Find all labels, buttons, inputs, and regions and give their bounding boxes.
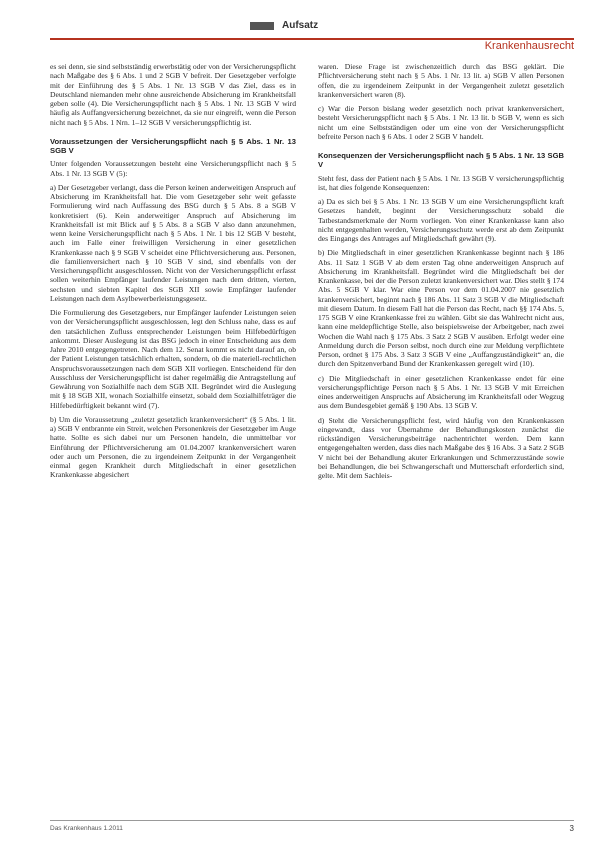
paragraph: Die Formulierung des Gesetzgebers, nur Empfänger laufender Leistungen seien von der Versicherungspflicht ausgeschlossen, legt den Schluss nahe, dass es auf den tatsächlichen Zufluss entsprechender Leistungen beim Hilfebedürftigen ankommt. Dieser Auslegung ist das BSG jedoch in einer Entscheidung aus dem Jahre 2010 entgegengetreten. Nach dem 12. Senat kommt es nicht darauf an, ob der Patient Leistungen tatsächlich erhalten, sondern, ob die materiell-rechtlichen Anspruchsvoraussetzungen nach dem SGB XII vorliegen. Entscheidend für den Ausschluss der Versicherungspflicht ist daher regelmäßig die Antragstellung auf Gewährung von Sozialhilfe nach dem SGB XII. Begründet wird die Auslegung mit § 18 SGB XII, wonach Sozialhilfe einsetzt, sobald dem Sozialhilfeträger die Hilfebedürftigkeit bekannt wird (7). <box>50 308 296 410</box>
left-column <box>50 62 296 485</box>
journal-name: Das Krankenhaus 1.2011 <box>50 825 123 832</box>
paragraph: d) Steht die Versicherungspflicht fest, wird häufig von den Krankenkassen eingewandt, dass vor Übernahme der Behandlungskosten zunächst die rückständigen Versicherungsbeiträge nachentrichtet werden. Dem kann entgegengehalten werden, dass dies nach Maßgabe des § 16 Abs. 3 a Satz 2 SGB V nicht bei der Behandlung akuter Erkrankungen und Schmerzzustände sowie bei Behandlungen, die bei Schwangerschaft und Mutterschaft erforderlich sind, gelte. Mit dem Sachleis- <box>318 415 564 480</box>
paragraph: Unter folgenden Voraussetzungen besteht eine Versicherungspflicht nach § 5 Abs. 1 Nr. 13 SGB V (5): <box>50 159 296 178</box>
paragraph: a) Da es sich bei § 5 Abs. 1 Nr. 13 SGB V um eine Versicherungspflicht kraft Gesetzes handelt, beginnt der Versicherungsschutz sobald die Tatbestandsmerkmale der Norm vorliegen. Von einer Krankenkasse kann also nicht entgegenhalten werden, Versicherungsschutz werde erst ab dem Zeitpunkt des Eingangs des Antrages auf Mitgliedschaft gewährt (9). <box>318 197 564 243</box>
paragraph: c) Die Mitgliedschaft in einer gesetzlichen Krankenkasse endet für eine versicherungspflichtige Person nach § 5 Abs. 1 Nr. 13 SGB V mit Erreichen eines anderweitigen Anspruchs auf Absicherung im Krankheitsfall oder Wegzug aus dem Bundesgebiet gemäß § 190 Abs. 13 SGB V. <box>318 373 564 411</box>
paragraph: es sei denn, sie sind selbstständig erwerbstätig oder von der Versicherungspflicht nach Maßgabe des § 6 Abs. 1 und 2 SGB V befreit. Der Gesetzgeber verfolgte mit der Einführung des § 5 Abs. 1 Nr. 13 SGB V das Ziel, dass es in Deutschland niemanden mehr ohne ausreichende Absicherung im Krankheitsfall geben solle (4). Die Versicherungspflicht nach § 5 Abs. 1 Nr. 13 SGB V wird häufig als Auffangversicherung bezeichnet, da sie nur eingreift, wenn die Person nicht nach § 5 Abs. 1 Nrn. 1–12 SGB V versicherungspflichtig ist. <box>50 62 296 127</box>
paragraph: waren. Diese Frage ist zwischenzeitlich durch das BSG geklärt. Die Pflichtversicherung steht nach § 5 Abs. 1 Nr. 13 lit. a) SGB V allen Personen offen, die zu irgendeinem Zeitpunkt in der Vergangenheit zuletzt gesetzlich krankenversichert waren (8). <box>318 62 564 99</box>
paragraph: a) Der Gesetzgeber verlangt, dass die Person keinen anderweitigen Anspruch auf Absicherung im Krankheitsfall hat. Die vom Gesetzgeber sehr weit gefasste Formulierung wird nach Auffassung des BSG durch § 5 Abs. 8 a SGB V konkretisiert (6). Kein anderweitiger Anspruch auf Absicherung im Krankheitsfall ist mit Blick auf § 5 Abs. 8 a SGB V also dann anzunehmen, wenn keine Versicherungspflicht nach § 5 Abs. 1 Nr. 1 bis 12 SGB V besteht, auch im Falle einer freiwilligen Versicherung in einer gesetzlichen Krankenkasse nach § 9 SGB V scheidet eine Pflichtversicherung aus. Personen, die familienversichert nach § 10 SGB V sind, sind ebenfalls von der Versicherungspflicht ausgeschlossen. Nicht von der Versicherungspflicht erfasst sollen weiterhin Empfänger laufender Leistungen nach dem dritten, vierten, sechsten und siebten Kapitel des SGB XII sowie Empfänger laufender Leistungen nach dem Asylbewerberleistungsgesetz. <box>50 182 296 303</box>
page-footer <box>50 820 574 836</box>
paragraph: b) Um die Voraussetzung „zuletzt gesetzlich krankenversichert“ (§ 5 Abs. 1 lit. a) SGB V entbrannte ein Streit, welchen Personenkreis der Gesetzgeber im Auge hatte. Sollte es sich dabei nur um Personen handeln, die unmittelbar vor Einführung der Pflichtversicherung am 01.04.2007 krankenversichert waren oder auch um Personen, die zu irgendeinem Zeitpunkt in der Vergangenheit einmal gegen Krankheit durch Mitgliedschaft in einer gesetzlichen Krankenkasse abgesichert <box>50 414 296 480</box>
right-column <box>318 62 564 485</box>
header-bar <box>250 22 274 30</box>
paragraph: c) War die Person bislang weder gesetzlich noch privat krankenversichert, besteht Versicherungspflicht nach § 5 Abs. 1 Nr. 13 lit. b SGB V, wenn es sich nicht um eine Selbstständigen oder um eine von der Versicherungspflicht befreite Person nach § 6 Abs. 1 oder 2 SGB V handelt. <box>318 104 564 141</box>
page-header <box>50 8 574 52</box>
section-label: Aufsatz <box>282 20 319 31</box>
footer-rule <box>50 820 574 821</box>
section-heading: Voraussetzungen der Versicherungspflicht nach § 5 Abs. 1 Nr. 13 SGB V <box>50 136 296 155</box>
section-heading: Konsequenzen der Versicherungspflicht nach § 5 Abs. 1 Nr. 13 SGB V <box>318 151 564 170</box>
paragraph: b) Die Mitgliedschaft in einer gesetzlichen Krankenkasse beginnt nach § 186 Abs. 11 Satz 1 SGB V ab dem ersten Tag ohne anderweitigen Anspruch auf Absicherung im Krankheitsfall. Begründet wird die Mitgliedschaft bei der Krankenkasse, bei der die Person zuletzt krankenversichert war. Dies stellt § 174 Abs. 5 SGB V klar. War eine Person vor dem 01.04.2007 nie gesetzlich krankenversichert, beginnt nach § 186 Abs. 11 Satz 3 SGB V die Mitgliedschaft mit diesem Datum. In diesem Fall hat die Person das Recht, nach §§ 174 Abs. 5, 175 SGB V eine Krankenkasse frei zu wählen. Gibt sie das Wahlrecht nicht aus, kann eine meldepflichtige Stelle, also beispielsweise der Arbeitgeber, nach zwei Wochen die Wahl nach § 175 Abs. 3 Satz 2 SGB V ausüben. Erfolgt weder eine Anmeldung durch die Person selbst, noch durch eine zur Meldung verpflichtete Person, ordnet § 175 Abs. 3 Satz 3 SGB V eine „Auffangzuständigkeit“ an, die durch den Spitzenverband Bund der Krankenkassen geregelt wird (10). <box>318 248 564 369</box>
topic-label: Krankenhausrecht <box>484 40 574 52</box>
paragraph: Steht fest, dass der Patient nach § 5 Abs. 1 Nr. 13 SGB V versicherungspflichtig ist, hat dies folgende Konsequenzen: <box>318 173 564 192</box>
page-number: 3 <box>569 824 574 833</box>
